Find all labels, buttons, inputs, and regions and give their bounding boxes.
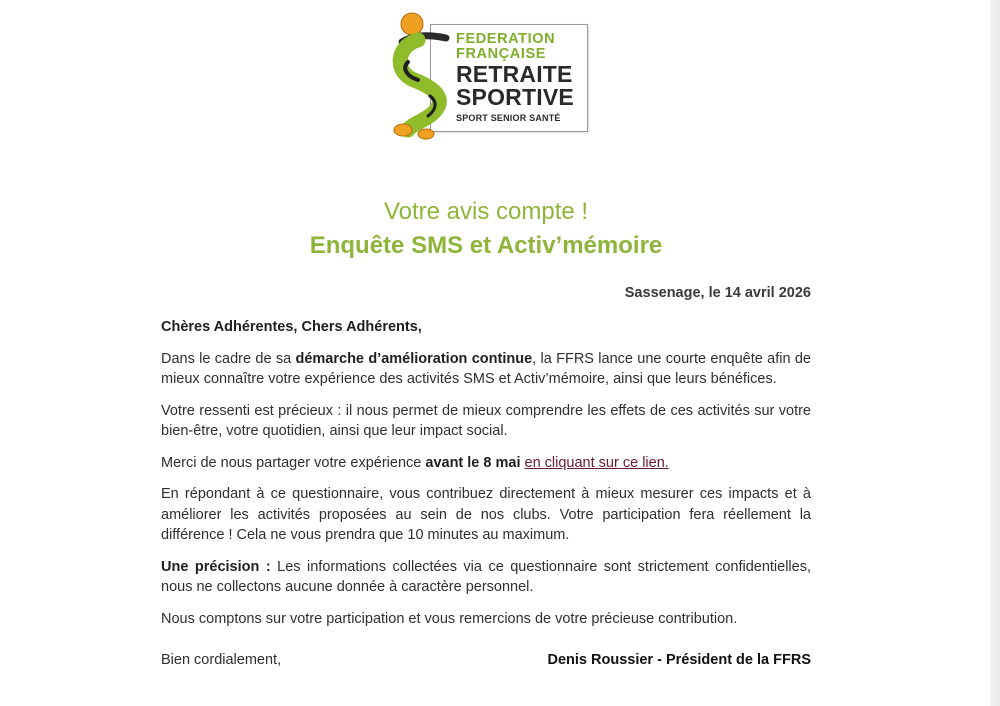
logo-text (456, 32, 584, 123)
paragraph-intro (161, 349, 811, 390)
paragraph-thanks: Nous comptons sur votre participation et vous remercions de votre précieuse contribution. (161, 610, 738, 627)
letter-date: Sassenage, le 14 avril 2026 (624, 285, 811, 301)
logo-retraite: RETRAITE (456, 61, 573, 87)
paragraph-cta (161, 453, 811, 474)
paragraph-impact: En répondant à ce questionnaire, vous contribuez directement à mieux mesurer ces impacts et à améliorer les activités proposées au sein de nos clubs. Votre participation fera réellement la différence ! Cela ne vous prendra que 10 minutes au maximum. (161, 486, 811, 543)
logo-tagline: SPORT SENIOR SANTÉ (456, 113, 561, 123)
closing-text: Bien cordialement, (161, 652, 282, 668)
letter-body (161, 317, 811, 640)
p1-text-c: , la FFRS lance une courte enquête afin de mieux connaître votre expérience des activités SMS et Activ’mémoire, ainsi que leurs bénéfices. (161, 350, 812, 387)
logo-sportive: SPORTIVE (456, 84, 574, 110)
p1-emphasis: démarche d’amélioration continue (295, 350, 533, 367)
ffrs-logo (388, 2, 588, 150)
logo-federation: FEDERATION (456, 31, 556, 47)
logo-francaise: FRANÇAISE (456, 46, 546, 62)
p1-text-a: Dans le cadre de sa (161, 350, 296, 367)
survey-link[interactable]: en cliquant sur ce lien. (524, 454, 669, 471)
deadline-text: avant le 8 mai (425, 454, 521, 471)
scrollbar-track[interactable] (990, 0, 1000, 706)
paragraph-feedback: Votre ressenti est précieux : il nous permet de mieux comprendre les effets de ces activités sur votre bien-être, votre quotidien, ainsi que leur impact social. (161, 402, 811, 439)
privacy-text: Les informations collectées via ce questionnaire sont strictement confidentielles, nous ne collectons aucune donnée à caractère personnel. (161, 558, 811, 595)
p3-text-a: Merci de nous partager votre expérience (161, 454, 426, 471)
greeting (161, 317, 811, 338)
signature: Denis Roussier - Président de la FFRS (547, 652, 811, 668)
greeting-text: Chères Adhérentes, Chers Adhérents, (161, 319, 422, 335)
paragraph-privacy (161, 557, 811, 598)
privacy-label: Une précision : (161, 558, 271, 575)
page-title: Votre avis compte ! (383, 198, 589, 225)
closing-line (161, 652, 811, 668)
page-subtitle: Enquête SMS et Activ’mémoire (309, 232, 663, 259)
